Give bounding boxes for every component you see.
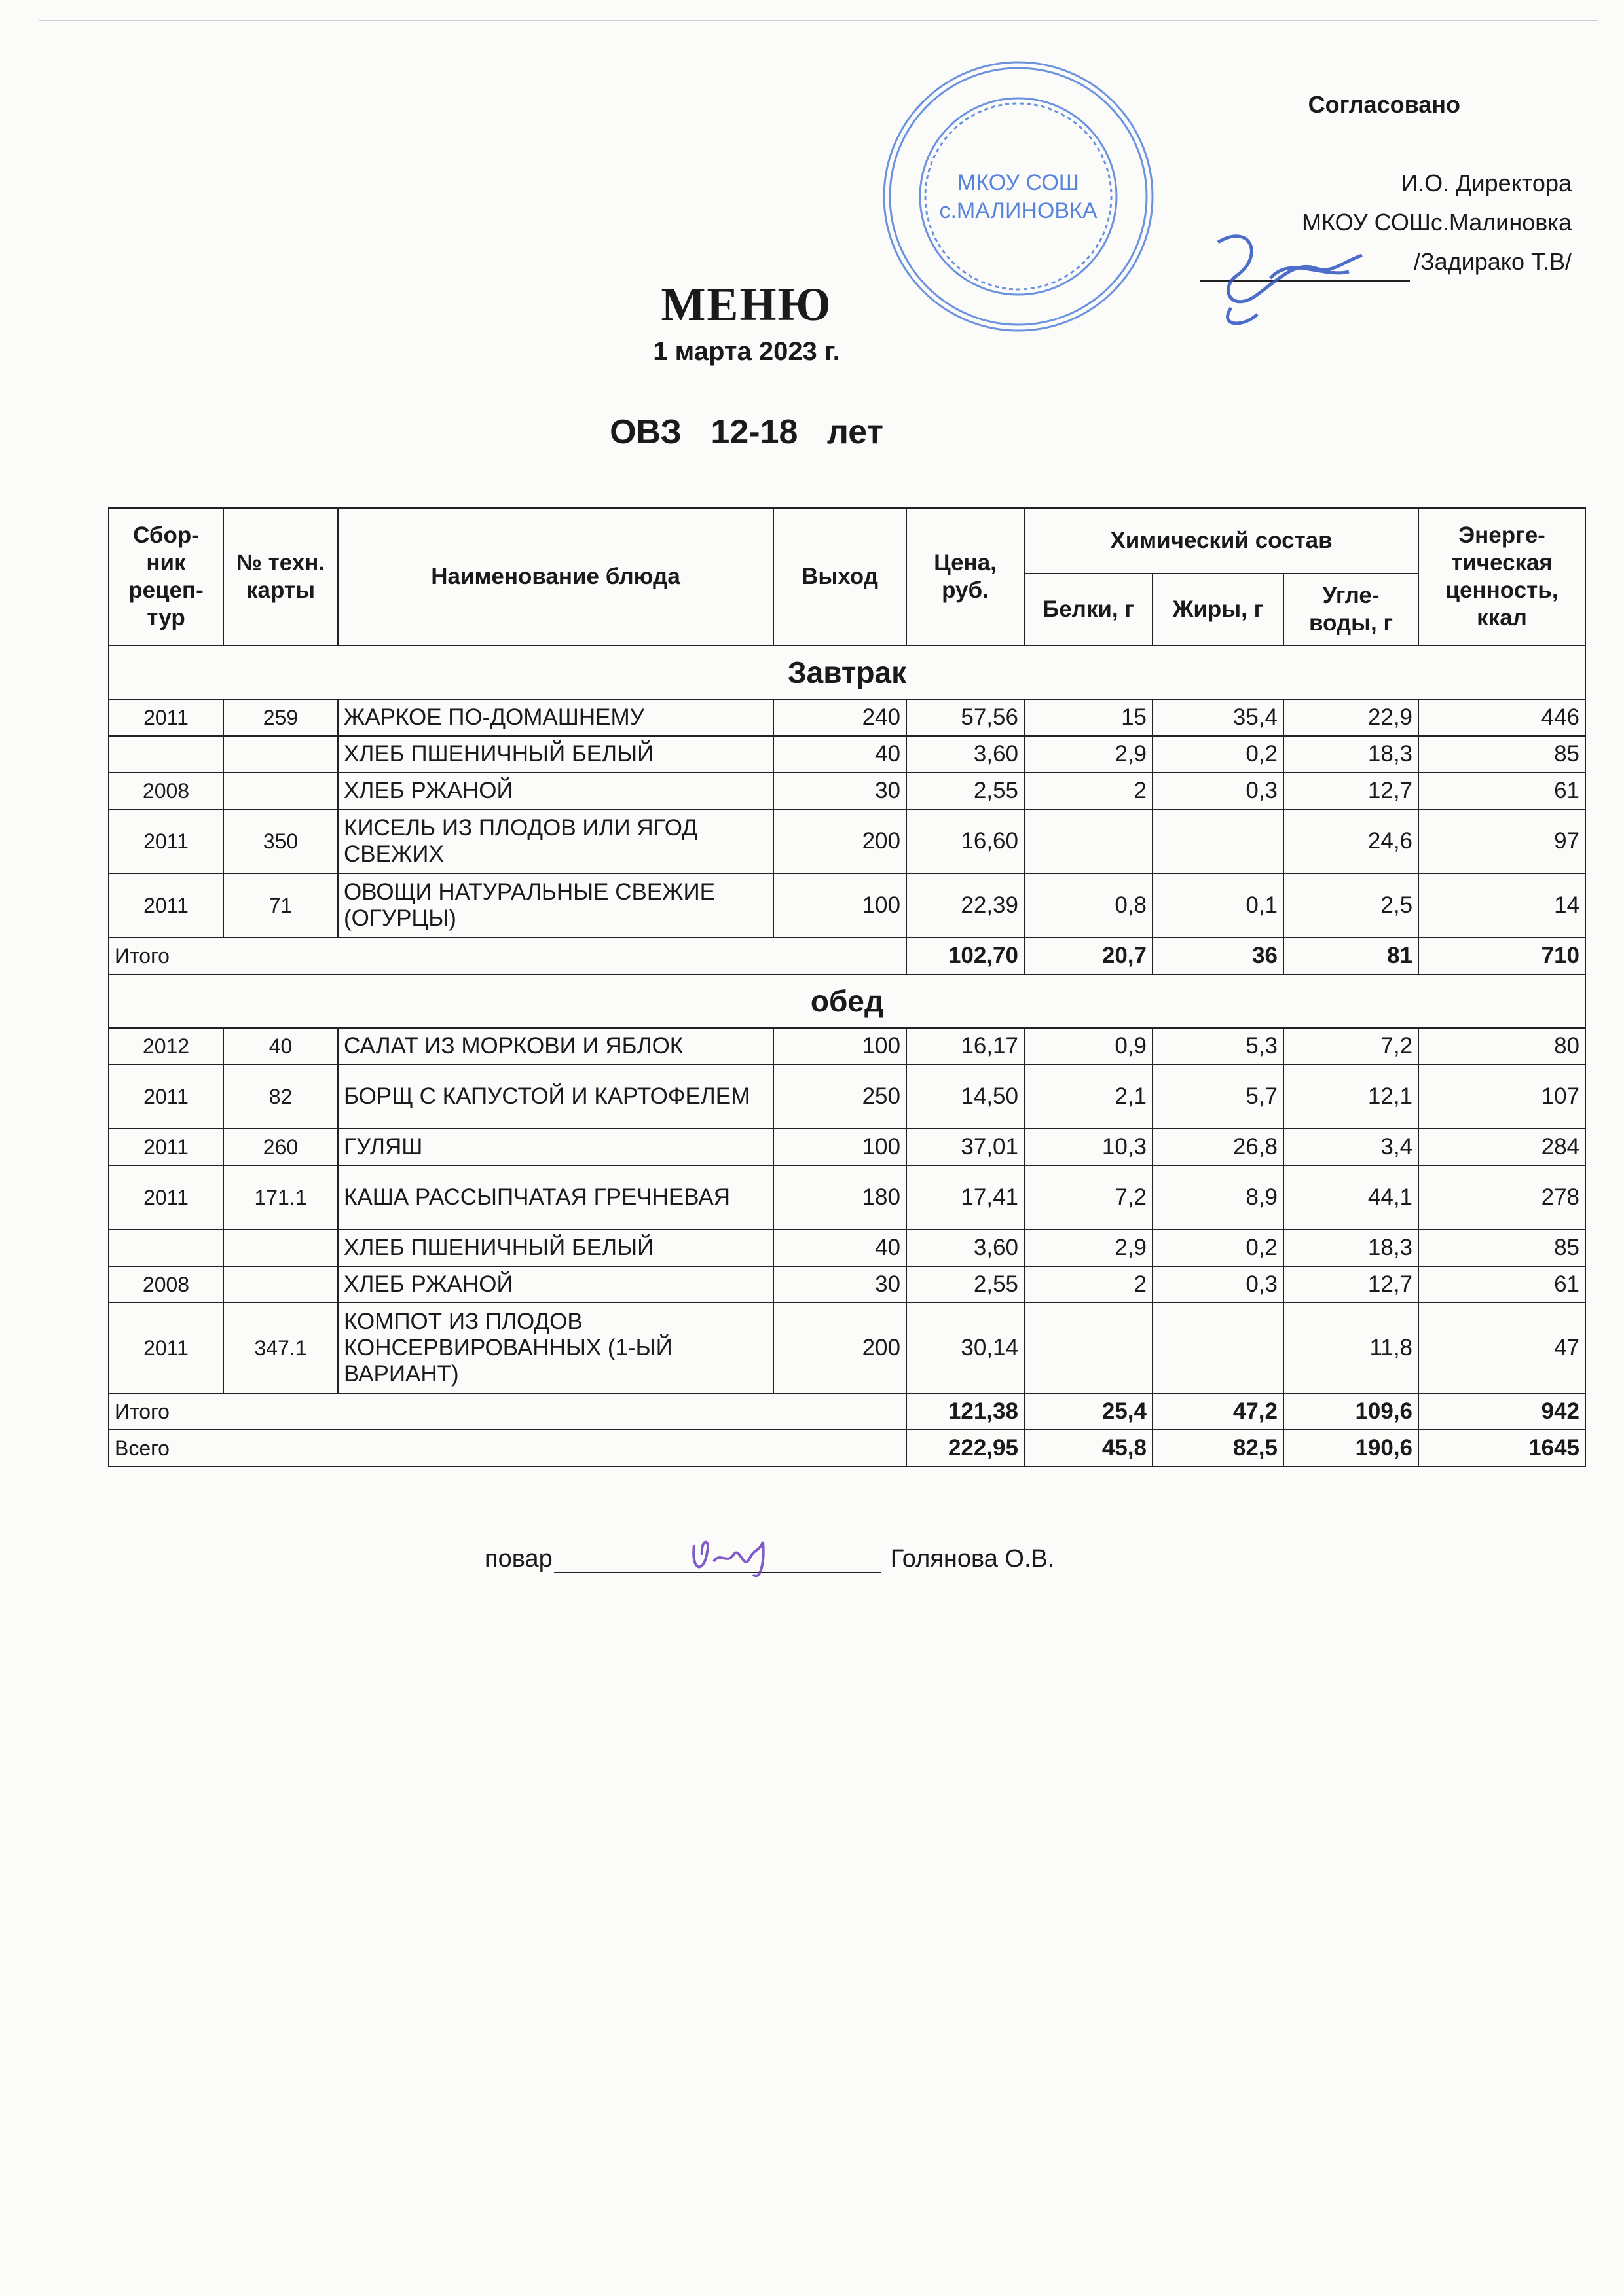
cell-fat: 0,3 <box>1153 1266 1283 1303</box>
cell-energy: 278 <box>1418 1165 1585 1230</box>
cell-price: 17,41 <box>906 1165 1024 1230</box>
cell-price: 2,55 <box>906 773 1024 809</box>
cell-energy: 446 <box>1418 699 1585 736</box>
header-price: Цена, руб. <box>906 508 1024 646</box>
header-name: Наименование блюда <box>338 508 773 646</box>
approval-director-name: /Задирако Т.В/ <box>1413 248 1572 275</box>
section-total-row-carb: 109,6 <box>1283 1393 1418 1430</box>
cell-output: 100 <box>773 1129 906 1165</box>
cell-output: 200 <box>773 1303 906 1393</box>
table-row <box>109 699 1585 736</box>
header-energy: Энерге-тическая ценность, ккал <box>1418 508 1585 646</box>
cell-card: 82 <box>223 1065 338 1129</box>
stamp-line1: МКОУ СОШ <box>957 170 1079 195</box>
cell-collection: 2011 <box>109 1303 223 1393</box>
cell-carb: 11,8 <box>1283 1303 1418 1393</box>
section-title: обед <box>109 974 1585 1028</box>
section-total-row-label: Итого <box>109 938 906 974</box>
cell-card: 350 <box>223 809 338 873</box>
cell-price: 22,39 <box>906 873 1024 938</box>
section-total-row-fat: 36 <box>1153 938 1283 974</box>
menu-title: МЕНЮ <box>661 278 832 331</box>
cell-protein: 15 <box>1024 699 1153 736</box>
cell-card: 260 <box>223 1129 338 1165</box>
menu-table-body <box>109 646 1585 1467</box>
cell-energy: 97 <box>1418 809 1585 873</box>
cell-carb: 18,3 <box>1283 736 1418 773</box>
cell-fat: 8,9 <box>1153 1165 1283 1230</box>
table-row <box>109 809 1585 873</box>
cell-collection <box>109 736 223 773</box>
cell-collection: 2012 <box>109 1028 223 1065</box>
cell-price: 3,60 <box>906 1230 1024 1266</box>
grand-total-row-fat: 82,5 <box>1153 1430 1283 1467</box>
cell-card <box>223 1266 338 1303</box>
cell-output: 30 <box>773 1266 906 1303</box>
section-total-row-price: 102,70 <box>906 938 1024 974</box>
cell-protein: 0,9 <box>1024 1028 1153 1065</box>
table-row <box>109 1028 1585 1065</box>
cell-fat: 0,2 <box>1153 736 1283 773</box>
section-total-row <box>109 938 1585 974</box>
cell-collection: 2011 <box>109 809 223 873</box>
cook-name: Голянова О.В. <box>890 1545 1055 1573</box>
cell-collection: 2011 <box>109 873 223 938</box>
cell-card <box>223 1230 338 1266</box>
approval-school: МКОУ СОШс.Малиновка <box>1302 209 1572 236</box>
table-row <box>109 1129 1585 1165</box>
cell-card <box>223 736 338 773</box>
cell-protein: 2 <box>1024 773 1153 809</box>
cell-energy: 85 <box>1418 736 1585 773</box>
cell-card: 347.1 <box>223 1303 338 1393</box>
cell-dish-name: КАША РАССЫПЧАТАЯ ГРЕЧНЕВАЯ <box>338 1165 773 1230</box>
cell-energy: 284 <box>1418 1129 1585 1165</box>
cell-carb: 12,1 <box>1283 1065 1418 1129</box>
section-total-row-protein: 25,4 <box>1024 1393 1153 1430</box>
table-row <box>109 1165 1585 1230</box>
cell-price: 3,60 <box>906 736 1024 773</box>
grand-total-row-protein: 45,8 <box>1024 1430 1153 1467</box>
cell-dish-name: КОМПОТ ИЗ ПЛОДОВ КОНСЕРВИРОВАННЫХ (1-ЫЙ ВАРИАНТ) <box>338 1303 773 1393</box>
cell-output: 40 <box>773 736 906 773</box>
cell-carb: 3,4 <box>1283 1129 1418 1165</box>
section-total-row-energy: 942 <box>1418 1393 1585 1430</box>
cell-dish-name: ХЛЕБ РЖАНОЙ <box>338 773 773 809</box>
cell-output: 100 <box>773 873 906 938</box>
cell-collection: 2008 <box>109 1266 223 1303</box>
grand-total-row-price: 222,95 <box>906 1430 1024 1467</box>
cell-price: 14,50 <box>906 1065 1024 1129</box>
cell-card <box>223 773 338 809</box>
cell-dish-name: ХЛЕБ РЖАНОЙ <box>338 1266 773 1303</box>
table-row <box>109 736 1585 773</box>
cell-fat: 0,1 <box>1153 873 1283 938</box>
cell-dish-name: ЖАРКОЕ ПО-ДОМАШНЕМУ <box>338 699 773 736</box>
grand-total-row-label: Всего <box>109 1430 906 1467</box>
header-carb: Угле-воды, г <box>1283 574 1418 646</box>
approval-title: Согласовано <box>1308 91 1460 118</box>
cell-dish-name: БОРЩ С КАПУСТОЙ И КАРТОФЕЛЕМ <box>338 1065 773 1129</box>
header-chem: Химический состав <box>1024 508 1418 574</box>
cell-carb: 12,7 <box>1283 773 1418 809</box>
table-row <box>109 1065 1585 1129</box>
cell-fat: 5,3 <box>1153 1028 1283 1065</box>
cell-price: 16,60 <box>906 809 1024 873</box>
section-total-row-label: Итого <box>109 1393 906 1430</box>
cell-carb: 24,6 <box>1283 809 1418 873</box>
menu-group: ОВЗ 12-18 лет <box>610 413 883 451</box>
cell-collection: 2011 <box>109 699 223 736</box>
cell-dish-name: ХЛЕБ ПШЕНИЧНЫЙ БЕЛЫЙ <box>338 736 773 773</box>
cell-collection: 2011 <box>109 1165 223 1230</box>
cell-price: 2,55 <box>906 1266 1024 1303</box>
grand-total-row <box>109 1430 1585 1467</box>
cell-carb: 7,2 <box>1283 1028 1418 1065</box>
approval-position: И.О. Директора <box>1401 170 1572 196</box>
cell-energy: 47 <box>1418 1303 1585 1393</box>
cell-output: 100 <box>773 1028 906 1065</box>
cell-card: 71 <box>223 873 338 938</box>
cell-fat: 0,2 <box>1153 1230 1283 1266</box>
cell-fat <box>1153 1303 1283 1393</box>
cell-output: 180 <box>773 1165 906 1230</box>
cell-price: 37,01 <box>906 1129 1024 1165</box>
cell-fat <box>1153 809 1283 873</box>
cell-dish-name: САЛАТ ИЗ МОРКОВИ И ЯБЛОК <box>338 1028 773 1065</box>
menu-table <box>108 507 1586 1467</box>
cell-carb: 12,7 <box>1283 1266 1418 1303</box>
section-total-row-energy: 710 <box>1418 938 1585 974</box>
cell-output: 30 <box>773 773 906 809</box>
cell-protein <box>1024 809 1153 873</box>
cell-collection: 2008 <box>109 773 223 809</box>
cell-card: 40 <box>223 1028 338 1065</box>
cell-protein: 0,8 <box>1024 873 1153 938</box>
section-row <box>109 974 1585 1028</box>
cell-output: 240 <box>773 699 906 736</box>
cell-collection: 2011 <box>109 1129 223 1165</box>
stamp-line2: с.МАЛИНОВКА <box>939 198 1098 223</box>
cell-fat: 0,3 <box>1153 773 1283 809</box>
grand-total-row-carb: 190,6 <box>1283 1430 1418 1467</box>
cook-role: повар <box>485 1545 553 1573</box>
table-row <box>109 773 1585 809</box>
cell-carb: 18,3 <box>1283 1230 1418 1266</box>
table-row <box>109 1303 1585 1393</box>
cell-fat: 5,7 <box>1153 1065 1283 1129</box>
header-output: Выход <box>773 508 906 646</box>
cell-energy: 14 <box>1418 873 1585 938</box>
cell-energy: 80 <box>1418 1028 1585 1065</box>
section-row <box>109 646 1585 699</box>
cell-protein <box>1024 1303 1153 1393</box>
header-protein: Белки, г <box>1024 574 1153 646</box>
cell-energy: 107 <box>1418 1065 1585 1129</box>
cell-price: 30,14 <box>906 1303 1024 1393</box>
cell-carb: 2,5 <box>1283 873 1418 938</box>
cell-fat: 26,8 <box>1153 1129 1283 1165</box>
section-total-row <box>109 1393 1585 1430</box>
cell-card: 259 <box>223 699 338 736</box>
cell-collection <box>109 1230 223 1266</box>
cell-protein: 2 <box>1024 1266 1153 1303</box>
cell-price: 57,56 <box>906 699 1024 736</box>
cell-carb: 44,1 <box>1283 1165 1418 1230</box>
cell-protein: 2,9 <box>1024 1230 1153 1266</box>
cell-dish-name: ОВОЩИ НАТУРАЛЬНЫЕ СВЕЖИЕ (ОГУРЦЫ) <box>338 873 773 938</box>
header-collection: Сбор-ник рецеп-тур <box>109 508 223 646</box>
table-row <box>109 1230 1585 1266</box>
cell-output: 40 <box>773 1230 906 1266</box>
cell-fat: 35,4 <box>1153 699 1283 736</box>
cell-output: 250 <box>773 1065 906 1129</box>
section-total-row-protein: 20,7 <box>1024 938 1153 974</box>
section-title: Завтрак <box>109 646 1585 699</box>
cook-signature <box>681 1525 786 1584</box>
cell-dish-name: ГУЛЯШ <box>338 1129 773 1165</box>
section-total-row-carb: 81 <box>1283 938 1418 974</box>
grand-total-row-energy: 1645 <box>1418 1430 1585 1467</box>
cell-energy: 85 <box>1418 1230 1585 1266</box>
section-total-row-price: 121,38 <box>906 1393 1024 1430</box>
table-row <box>109 1266 1585 1303</box>
cell-energy: 61 <box>1418 1266 1585 1303</box>
table-row <box>109 873 1585 938</box>
section-total-row-fat: 47,2 <box>1153 1393 1283 1430</box>
cell-dish-name: КИСЕЛЬ ИЗ ПЛОДОВ ИЛИ ЯГОД СВЕЖИХ <box>338 809 773 873</box>
cell-card: 171.1 <box>223 1165 338 1230</box>
cell-output: 200 <box>773 809 906 873</box>
cell-protein: 2,9 <box>1024 736 1153 773</box>
top-rule <box>39 20 1598 21</box>
cell-energy: 61 <box>1418 773 1585 809</box>
header-fat: Жиры, г <box>1153 574 1283 646</box>
menu-date: 1 марта 2023 г. <box>653 337 840 366</box>
cell-carb: 22,9 <box>1283 699 1418 736</box>
cell-protein: 7,2 <box>1024 1165 1153 1230</box>
cell-protein: 2,1 <box>1024 1065 1153 1129</box>
cell-price: 16,17 <box>906 1028 1024 1065</box>
cell-dish-name: ХЛЕБ ПШЕНИЧНЫЙ БЕЛЫЙ <box>338 1230 773 1266</box>
cell-collection: 2011 <box>109 1065 223 1129</box>
cell-protein: 10,3 <box>1024 1129 1153 1165</box>
heading <box>0 278 1624 452</box>
header-card: № техн. карты <box>223 508 338 646</box>
